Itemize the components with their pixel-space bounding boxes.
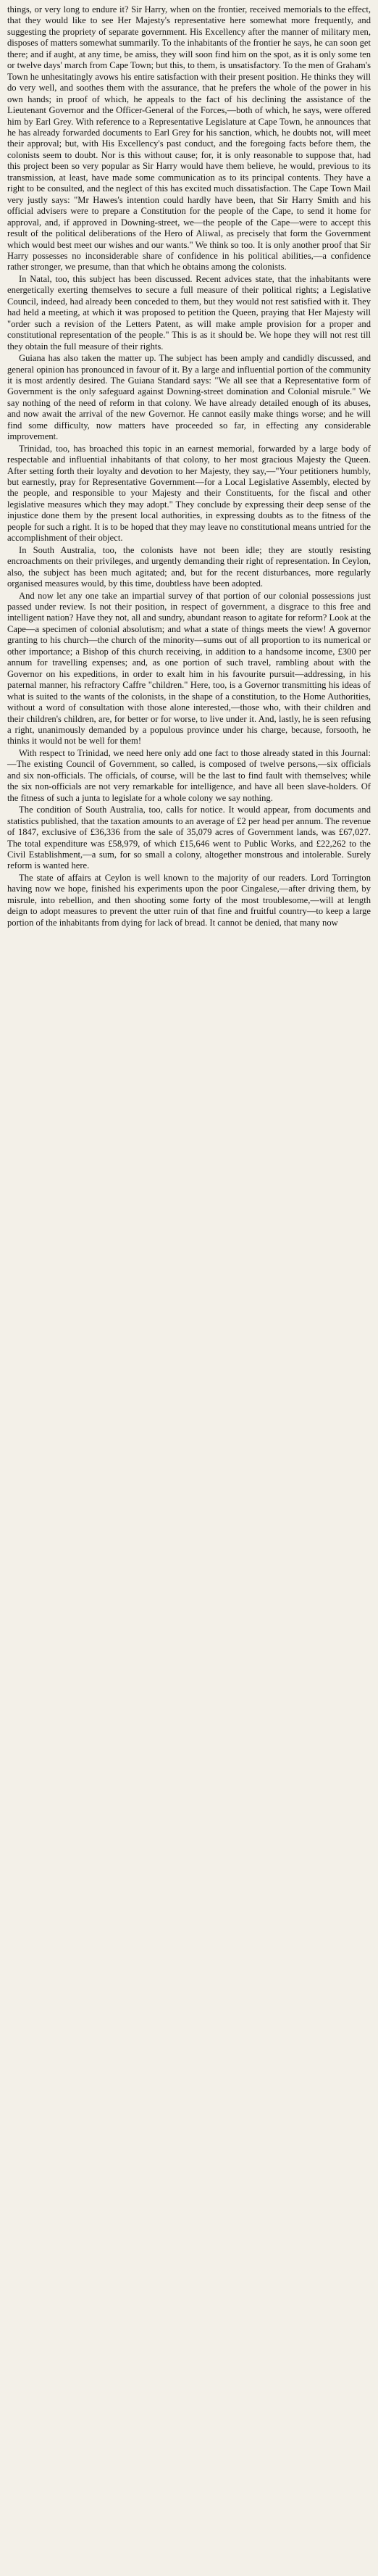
- article-paragraph: In South Australia, too, the colonists have not been idle; they are stoutly resisting encroachments on their privileges, and urgently demanding their right of representation. In Ceylon, also, the subject has been much agitated; and, but for the recent disturbances, more regularly organised measures would, by this time, doubtless have been adopted.: [7, 544, 371, 589]
- article-paragraph: things, or very long to endure it? Sir Harry, when on the frontier, received memorials to the effect, that they would like to see Her Majesty's representative here somewhat more frequently, and suggesting the propriety of separate government. His Excellency after the manner of military men, disposes of matters somewhat summarily. To the inhabitants of the frontier he says, he can soon get there; and if aught, at any time, be amiss, they will soon find him on the spot, as it is only some ten or twelve days' march from Cape Town; but this, to them, is unsatisfactory. To the men of Graham's Town he unhesitatingly avows his entire satisfaction with their present position. He thinks they will do very well, and soothes them with the assurance, that he prefers the whole of the power in his own hands; in proof of which, he appeals to the fact of his declining the assistance of the Lieutenant Governor and the Officer-General of the Forces,—both of which, he says, were offered him by Earl Grey. With reference to a Representative Legislature at Cape Town, he announces that he has already forwarded documents to Earl Grey for his sanction, which, he doubts not, will meet their approval; but, with His Excellency's past conduct, and the foregoing facts before them, the colonists seem to doubt. Nor is this without cause; for, it is only reasonable to suppose that, had this project been so very popular as Sir Harry would have them believe, he would, previous to its transmission, at least, have made some communication as to its principal contents. They have a right to be consulted, and the neglect of this has excited much dissatisfaction. The Cape Town Mail very justly says: "Mr Hawes's intention could hardly have been, that Sir Harry Smith and his official advisers were to prepare a Constitution for the people of the Cape, to send it home for approval, and, if approved in Downing-street, we—the people of the Cape—were to accept this result of the political deliberations of the Hero of Aliwal, as precisely that form the Government which would best meet our wishes and our wants." We think so too. It is only another proof that Sir Harry possesses no inconsiderable share of confidence in his political abilities,—a confidence rather stronger, we presume, than that which he obtains among the colonists.: [7, 4, 371, 273]
- article-paragraph: With respect to Trinidad, we need here only add one fact to those already stated in this Journal:—The existing Council of Government, so called, is composed of twelve persons,—six officials and six non-officials. The officials, of course, will be the last to find fault with themselves; while the six non-officials are not very remarkable for intelligence, and have all been slave-holders. Of the fitness of such a junta to legislate for a whole colony we say nothing.: [7, 747, 371, 803]
- article-column: [7, 4, 371, 928]
- article-paragraph: In Natal, too, this subject has been discussed. Recent advices state, that the inhabitants were energetically exerting themselves to secure a full measure of their political rights; a Legislative Council, indeed, had already been conceded to them, but they would not rest satisfied with it. They had held a meeting, at which it was proposed to petition the Queen, praying that Her Majesty will "order such a revision of the Letters Patent, as will make ample provision for a proper and constitutional representation of the people." This is as it should be. We hope they will not rest till they obtain the full measure of their rights.: [7, 273, 371, 352]
- article-paragraph: The condition of South Australia, too, calls for notice. It would appear, from documents and statistics published, that the taxation amounts to an average of £2 per head per annum. The revenue of 1847, exclusive of £36,336 from the sale of 35,079 acres of Government lands, was £67,027. The total expenditure was £58,979, of which £15,646 went to Public Works, and £22,262 to the Civil Establishment,—a sum, for so small a colony, altogether monstrous and intolerable. Surely reform is wanted here.: [7, 805, 371, 871]
- article-paragraph: And now let any one take an impartial survey of that portion of our colonial possessions just passed under review. Is not their position, in respect of government, a disgrace to this free and intelligent nation? Have they not, all and sundry, abundant reason to agitate for reform? Look at the Cape—a specimen of colonial absolutism; and what a state of things meets the view! A governor granting to his church—the church of the minority—sums out of all proportion to its numerical or other importance; a Bishop of this church receiving, in addition to a handsome income, £300 per annum for travelling expenses; and, as one portion of such travel, rambling about with the Governor on his expeditions, in order to exalt him in his favourite pursuit—addressing, in his paternal manner, his refractory Caffre "children." Here, too, is a Governor transmitting his ideas of what is suited to the wants of the colonists, in the shape of a constitution, to the Home Authorities, without a word of consultation with those alone interested,—those who, with their children and their children's children, are, for better or for worse, to live under it. And, lastly, he is seen refusing a right, unanimously demanded by a populous province under his charge, because, forsooth, he thinks it would not be well for them!: [7, 590, 371, 747]
- article-paragraph: Guiana has also taken the matter up. The subject has been amply and candidly discussed, and general opinion has pronounced in favour of it. By a large and influential portion of the community it is most ardently desired. The Guiana Standard says: "We all see that a Representative form of Government is the only safeguard against Downing-street domination and Colonial misrule." We say nothing of the need of reform in that colony. We have already detailed enough of its abuses, and now await the arrival of the new Governor. He cannot easily make things worse; and he will find some difficulty, now matters have proceeded so far, in effecting any considerable improvement.: [7, 353, 371, 442]
- article-paragraph: The state of affairs at Ceylon is well known to the majority of our readers. Lord Torrington having now we hope, finished his experiments upon the poor Cingalese,—after driving them, by misrule, into rebellion, and then shooting some forty of the most troublesome,—will at length deign to adopt measures to prevent the utter ruin of that fine and fruitful country—to keep a large portion of the inhabitants from dying for lack of bread. It cannot be denied, that many now: [7, 872, 371, 928]
- article-paragraph: Trinidad, too, has broached this topic in an earnest memorial, forwarded by a large body of respectable and influential inhabitants of that colony, to her most gracious Majesty the Queen. After setting forth their loyalty and devotion to her Majesty, they say,—"Your petitioners humbly, but earnestly, pray for Representative Government—for a Local Legislative Assembly, elected by the people, and responsible to your Majesty and their Constituents, for the fiscal and other legislative measures which they may adopt." They conclude by expressing their deep sense of the injustice done them by the present local authorities, in expressing doubts as to the fitness of the people for such a right. It is to be hoped that they may leave no constitutional means untried for the accomplishment of their object.: [7, 443, 371, 544]
